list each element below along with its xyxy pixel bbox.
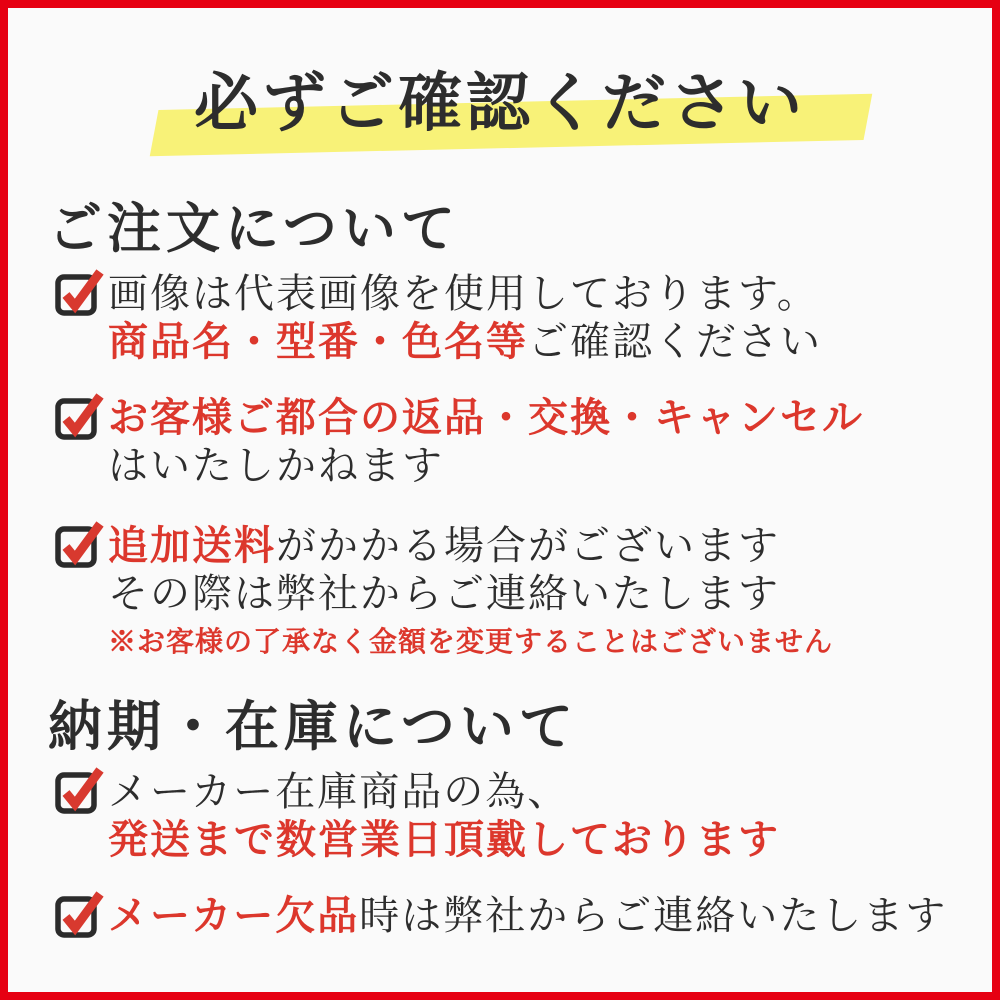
checked-checkbox-icon — [54, 766, 104, 816]
text-segment-emphasis: メーカー欠品 — [108, 892, 360, 939]
text-segment-emphasis: 発送まで数営業日頂戴しております — [108, 816, 780, 863]
text-segment: その際は弊社からご連絡いたします — [108, 571, 780, 617]
text-segment: 画像は代表画像を使用しております。 — [108, 271, 819, 317]
checked-checkbox-icon — [54, 268, 104, 318]
section-heading-order: ご注文について — [48, 196, 460, 260]
text-line — [108, 394, 864, 442]
text-line — [108, 442, 864, 490]
text-segment-emphasis: 商品名・型番・色名等 — [108, 318, 528, 365]
text-line — [108, 270, 822, 318]
text-segment-emphasis: お客様ご都合の返品・交換・キャンセル — [108, 394, 864, 441]
text-line — [108, 816, 780, 864]
text-segment: はいたしかねます — [108, 443, 444, 489]
text-segment: 時は弊社からご連絡いたします — [359, 893, 948, 939]
checklist-item-maker-shortage — [54, 892, 947, 940]
item-text — [108, 768, 780, 864]
text-line — [108, 522, 833, 570]
checklist-item-extra-shipping — [54, 522, 833, 660]
text-line — [108, 318, 822, 366]
text-segment: メーカー在庫商品の為、 — [108, 769, 570, 815]
text-line — [108, 892, 947, 940]
item-text — [108, 270, 822, 366]
item-text — [108, 394, 864, 490]
text-line — [108, 570, 833, 618]
text-segment: ご確認ください — [528, 319, 822, 365]
checklist-item-representative-image — [54, 270, 822, 366]
checklist-item-maker-stock — [54, 768, 780, 864]
checked-checkbox-icon — [54, 392, 104, 442]
section-heading-delivery-stock: 納期・在庫について — [48, 694, 578, 758]
text-line — [108, 768, 780, 816]
item-text — [108, 892, 947, 940]
text-segment: がかかる場合がございます — [276, 523, 780, 569]
checklist-item-returns — [54, 394, 864, 490]
checked-checkbox-icon — [54, 890, 104, 940]
page-title — [8, 52, 992, 144]
text-segment-emphasis: 追加送料 — [108, 522, 276, 569]
page-title-text: 必ずご確認ください — [194, 66, 806, 141]
item-text — [108, 522, 833, 660]
checked-checkbox-icon — [54, 520, 104, 570]
item-note: ※お客様の了承なく金額を変更することはございません — [108, 625, 834, 658]
